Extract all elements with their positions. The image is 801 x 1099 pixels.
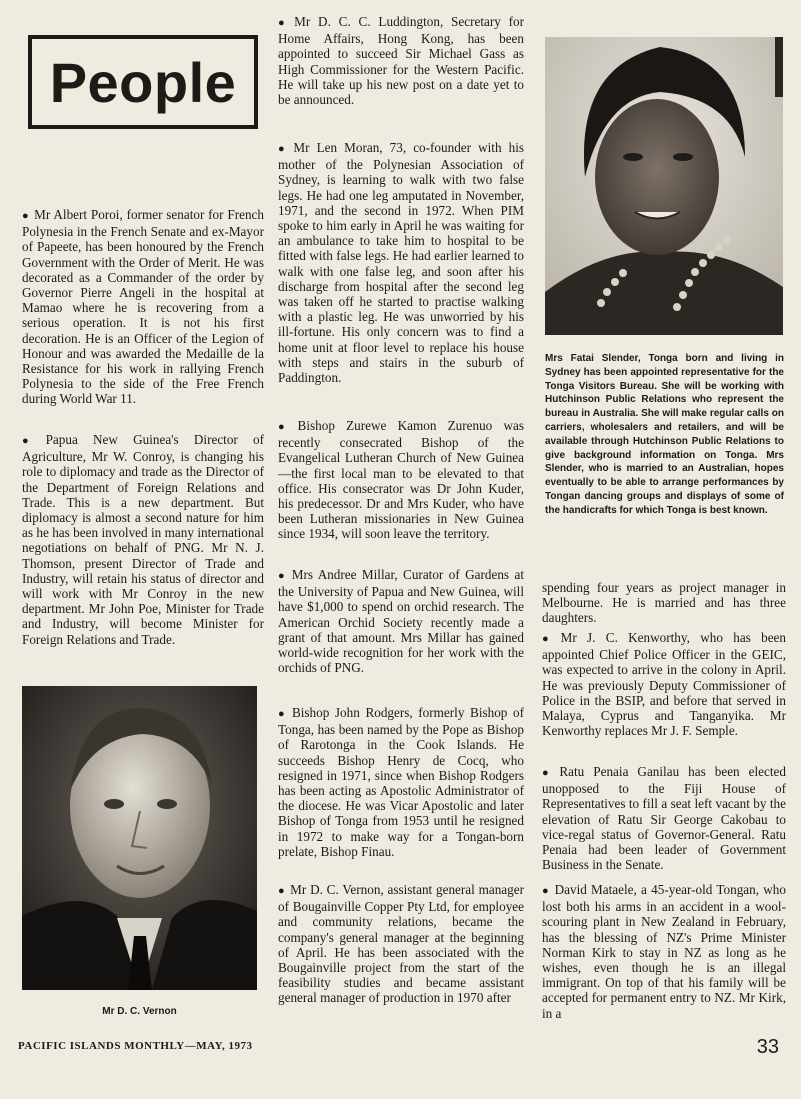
- article-vernon-continued: [542, 580, 786, 626]
- article-vernon: [278, 882, 524, 1006]
- bullet-icon: ●: [542, 767, 555, 779]
- article-text: Papua New Guinea's Director of Agriculture, Mr W. Conroy, is changing his role to diplomacy and trade as the Director of the Department of Foreign Relations and Trade. This is a new department. But diplomacy is almost a second nature for him as he has been involved in many international negotiations on behalf of PNG. Mr N. J. Thomson, present Director of Trade and Industry, will retain his status of director and will work with Mr Conroy in the new department. Mr John Poe, Minister for Trade and Industry, will become Minister for Foreign Relations and Trade.: [22, 432, 265, 647]
- page-title: People: [49, 50, 237, 114]
- portrait-man-image: [22, 686, 257, 990]
- article-text: Mrs Andree Millar, Curator of Gardens at the University of Papua and New Guinea, will have $1,000 to spend on orchid research. The American Orchid Society recently made a grant of that amount. Mrs Millar has gained world-wide recognition for her work with the orchids of PNG.: [278, 567, 524, 676]
- slender-photo: [545, 37, 783, 335]
- article-text: Mr J. C. Kenworthy, who has been appointed Chief Police Officer in the GEIC, was expected to arrive in the colony in April. He was previously Deputy Commissioner of Police in the BSIP, and before that served in Malaya, Cyprus and Tanganyika. Mr Kenworthy replaces Mr J. F. Semple.: [542, 630, 786, 739]
- article-mataele: [542, 882, 786, 1021]
- article-conroy: [22, 432, 264, 647]
- article-millar: [278, 567, 524, 675]
- article-kenworthy: [542, 630, 786, 738]
- article-luddington: [278, 14, 524, 107]
- article-text: Ratu Penaia Ganilau has been elected unopposed to the Fiji House of Representatives to fill a seat left vacant by the elevation of Ratu Sir George Cakobau to vice-regal status of Governor-General. Ratu Penaia had been leader of Government Business in the Senate.: [542, 764, 786, 873]
- bullet-icon: ●: [278, 708, 287, 720]
- bullet-icon: ●: [22, 435, 41, 447]
- article-text: Mr Len Moran, 73, co-founder with his mother of the Polynesian Association of Sydney, is learning to walk with two false legs. He had one leg amputated in November, 1971, and the second in 1972. When PIM spoke to him early in April he was waiting for an ambulance to take him to hospital to be fitted with false legs. He had earlier learned to walk with one false leg, and soon after his discharge from hospital after the second leg was taken off he started to practise walking with a plastic leg. He was unworried by his ill-fortune. His only concern was to find a home unit at floor level to replace his house with steps and stairs in the suburb of Paddington.: [278, 140, 524, 386]
- bullet-icon: ●: [278, 17, 290, 29]
- page-title-box: [28, 35, 258, 129]
- article-moran: [278, 140, 524, 385]
- article-text: Mr D. C. Vernon, assistant general manager of Bougainville Copper Pty Ltd, for employee and community relations, became the company's general manager at the beginning of April. He has been associated with the Bougainville project from the start of the feasibility studies and became assistant general manager of production in 1970 after: [278, 882, 524, 1006]
- page-number: 33: [756, 1036, 779, 1058]
- article-text: Bishop John Rodgers, formerly Bishop of Tonga, has been named by the Pope as Bishop of Rarotonga in the Cook Islands. He succeeds Bishop Henry de Cocq, who resigned in 1971, since when Bishop Rodgers has been acting as Apostolic Administrator of the diocese. He was Vicar Apostolic and later Bishop of Tonga from 1953 until he resigned in 1972 to make way for a Tongan-born prelate, Bishop Finau.: [278, 705, 524, 859]
- article-text: spending four years as project manager in Melbourne. He is married and has three daughters.: [542, 580, 786, 626]
- article-text: Mr D. C. C. Luddington, Secretary for Home Affairs, Hong Kong, has been appointed to succeed Sir Michael Gass as High Commissioner for the Western Pacific. He will take up his new post on a date yet to be announced.: [278, 14, 524, 108]
- article-zurenuo: [278, 418, 524, 542]
- publication-footer: PACIFIC ISLANDS MONTHLY—MAY, 1973: [18, 1040, 253, 1052]
- article-rodgers: [278, 705, 524, 859]
- bullet-icon: ●: [278, 143, 289, 155]
- bullet-icon: ●: [22, 210, 30, 222]
- vernon-photo: [22, 686, 257, 990]
- bullet-icon: ●: [278, 885, 286, 897]
- vernon-photo-caption: Mr D. C. Vernon: [102, 1006, 177, 1017]
- bullet-icon: ●: [542, 885, 550, 897]
- bullet-icon: ●: [542, 633, 556, 645]
- bullet-icon: ●: [278, 421, 293, 433]
- portrait-woman-image: [545, 37, 783, 335]
- article-text: Bishop Zurewe Kamon Zurenuo was recently consecrated Bishop of the Evangelical Lutheran Church of New Guinea—the first local man to be elevated to that office. His consecrator was Dr John Kuder, his predecessor. Dr and Mrs Kuder, who have been Lutheran missionaries in New Guinea since 1934, will soon leave the territory.: [278, 418, 524, 542]
- slender-photo-caption: Mrs Fatai Slender, Tonga born and living in Sydney has been appointed representative for the Tonga Visitors Bureau. She will be working with Hutchinson Public Relations who represent the bureau in Australia. She will make regular calls on carriers, wholesalers and retailers, and will be available through Hutchinson Public Relations to give background information on Tonga. Mrs Slender, who is married to an Australian, hopes eventually to be able to arrange performances by Tongan dancing groups and displays of some of the handicrafts for which Tonga is best known.: [545, 353, 784, 516]
- article-poroi: [22, 207, 264, 407]
- article-ganilau: [542, 764, 786, 872]
- article-text: David Mataele, a 45-year-old Tongan, who lost both his arms in an accident in a wool-scouring plant in New Zealand in February, has the blessing of NZ's Prime Minister Norman Kirk to stay in NZ as long as he wishes, even though he is an illegal immigrant. On top of that his family will be accepted for permanent entry to NZ. Mr Kirk, in a: [542, 882, 786, 1021]
- bullet-icon: ●: [278, 570, 287, 582]
- article-text: Mr Albert Poroi, former senator for French Polynesia in the French Senate and ex-Mayor of Papeete, has been honoured by the French Government with the Order of Merit. He was decorated as a Commander of the order by Governor Pierre Angeli in the hospital at Mamao where he is recovering from a serious operation. It is not his first decoration. He is an Officer of the Legion of Honour and was awarded the Medaille de la Resistance for his work in rallying French Polynesia to the side of the Free French during World War 11.: [22, 207, 264, 407]
